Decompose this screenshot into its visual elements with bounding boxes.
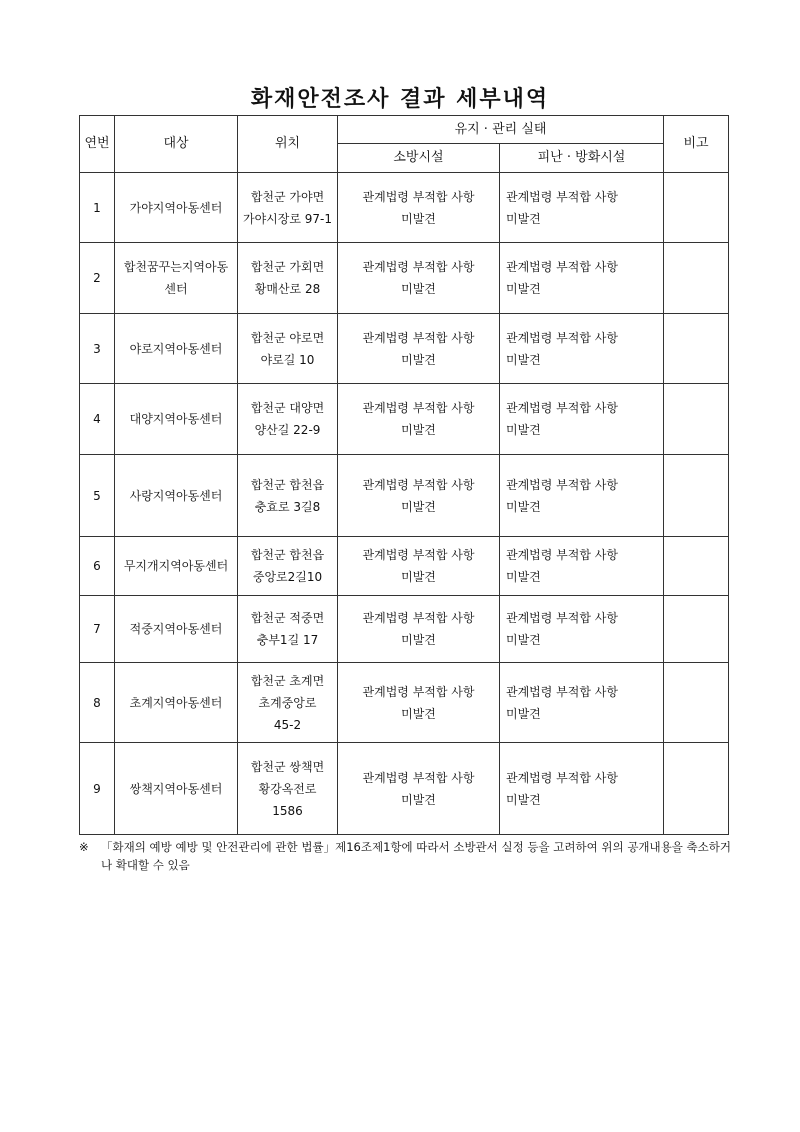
row-number: 9: [80, 743, 115, 835]
evac-facility-status: 관계법령 부적합 사항 미발견: [500, 384, 664, 455]
evac-facility-status: 관계법령 부적합 사항 미발견: [500, 455, 664, 537]
facility-location: 합천군 적중면 충부1길 17: [238, 596, 338, 663]
facility-location: 합천군 대양면 양산길 22-9: [238, 384, 338, 455]
row-number: 6: [80, 537, 115, 596]
facility-location: 합천군 가야면 가야시장로 97-1: [238, 173, 338, 243]
remarks-cell: [664, 663, 729, 743]
evac-facility-status: 관계법령 부적합 사항 미발견: [500, 314, 664, 384]
facility-name: 쌍책지역아동센터: [115, 743, 238, 835]
footnote: [79, 838, 731, 874]
remarks-cell: [664, 537, 729, 596]
facility-name: 초계지역아동센터: [115, 663, 238, 743]
fire-facility-status: 관계법령 부적합 사항 미발견: [338, 243, 500, 314]
table-row: [80, 314, 729, 384]
row-number: 8: [80, 663, 115, 743]
fire-facility-status: 관계법령 부적합 사항 미발견: [338, 173, 500, 243]
table-row: [80, 455, 729, 537]
header-location: 위치: [238, 116, 338, 173]
table-row: [80, 173, 729, 243]
table-row: [80, 537, 729, 596]
remarks-cell: [664, 314, 729, 384]
facility-name: 대양지역아동센터: [115, 384, 238, 455]
evac-facility-status: 관계법령 부적합 사항 미발견: [500, 173, 664, 243]
row-number: 4: [80, 384, 115, 455]
fire-facility-status: 관계법령 부적합 사항 미발견: [338, 743, 500, 835]
remarks-cell: [664, 596, 729, 663]
table-row: [80, 663, 729, 743]
row-number: 2: [80, 243, 115, 314]
facility-location: 합천군 합천읍 중앙로2길10: [238, 537, 338, 596]
facility-location: 합천군 쌍책면 황강옥전로 1586: [238, 743, 338, 835]
remarks-cell: [664, 173, 729, 243]
page-title: 화재안전조사 결과 세부내역: [250, 87, 550, 112]
header-no: 연번: [80, 116, 115, 173]
fire-facility-status: 관계법령 부적합 사항 미발견: [338, 384, 500, 455]
facility-name: 적중지역아동센터: [115, 596, 238, 663]
evac-facility-status: 관계법령 부적합 사항 미발견: [500, 743, 664, 835]
header-target: 대상: [115, 116, 238, 173]
remarks-cell: [664, 243, 729, 314]
facility-name: 무지개지역아동센터: [115, 537, 238, 596]
remarks-cell: [664, 384, 729, 455]
facility-location: 합천군 가회면 황매산로 28: [238, 243, 338, 314]
facility-location: 합천군 합천읍 충효로 3길8: [238, 455, 338, 537]
facility-location: 합천군 초계면 초계중앙로 45-2: [238, 663, 338, 743]
remarks-cell: [664, 455, 729, 537]
row-number: 1: [80, 173, 115, 243]
facility-name: 사랑지역아동센터: [115, 455, 238, 537]
facility-location: 합천군 야로면 야로길 10: [238, 314, 338, 384]
fire-facility-status: 관계법령 부적합 사항 미발견: [338, 314, 500, 384]
fire-facility-status: 관계법령 부적합 사항 미발견: [338, 596, 500, 663]
header-status-group: 유지 · 관리 실태: [338, 116, 664, 144]
evac-facility-status: 관계법령 부적합 사항 미발견: [500, 243, 664, 314]
table-row: [80, 743, 729, 835]
evac-facility-status: 관계법령 부적합 사항 미발견: [500, 663, 664, 743]
facility-name: 합천꿈꾸는지역아동 센터: [115, 243, 238, 314]
table-row: [80, 384, 729, 455]
inspection-results-table: [79, 115, 729, 835]
fire-facility-status: 관계법령 부적합 사항 미발견: [338, 455, 500, 537]
facility-name: 야로지역아동센터: [115, 314, 238, 384]
remarks-cell: [664, 743, 729, 835]
header-remarks: 비고: [664, 116, 729, 173]
fire-facility-status: 관계법령 부적합 사항 미발견: [338, 537, 500, 596]
table-row: [80, 596, 729, 663]
fire-facility-status: 관계법령 부적합 사항 미발견: [338, 663, 500, 743]
header-evac-facility: 피난 · 방화시설: [500, 144, 664, 173]
header-row: [80, 116, 729, 144]
row-number: 5: [80, 455, 115, 537]
footnote-text: 「화재의 예방 예방 및 안전관리에 관한 법률」제16조제1항에 따라서 소방관서 실정 등을 고려하여 위의 공개내용을 축소하거나 확대할 수 있음: [101, 840, 731, 872]
facility-name: 가야지역아동센터: [115, 173, 238, 243]
row-number: 7: [80, 596, 115, 663]
header-fire-facility: 소방시설: [338, 144, 500, 173]
footnote-mark: ※: [79, 840, 89, 854]
evac-facility-status: 관계법령 부적합 사항 미발견: [500, 596, 664, 663]
evac-facility-status: 관계법령 부적합 사항 미발견: [500, 537, 664, 596]
row-number: 3: [80, 314, 115, 384]
table-row: [80, 243, 729, 314]
